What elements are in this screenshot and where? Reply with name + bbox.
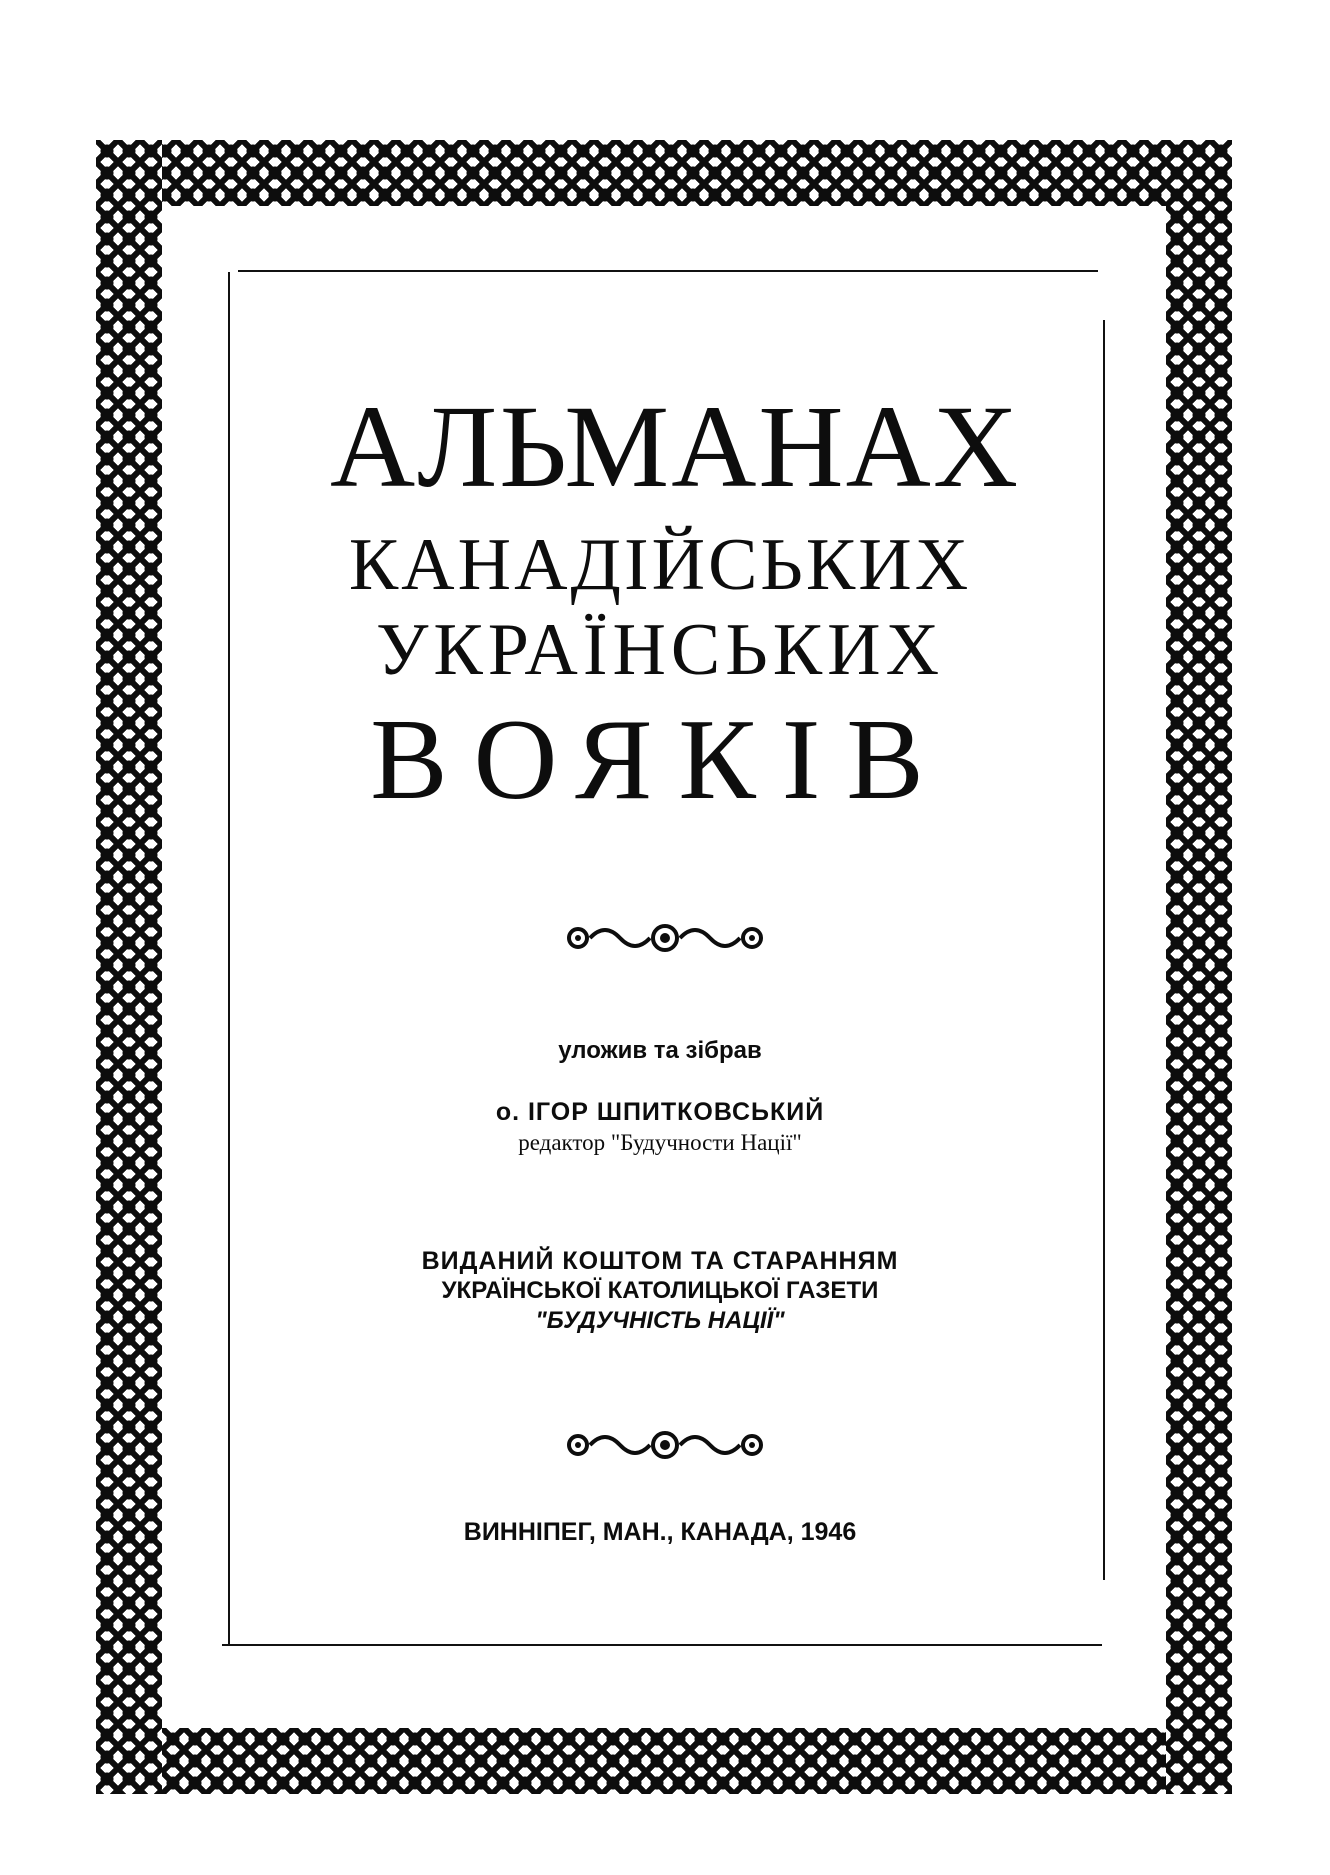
compiled-by-label: уложив та зібрав [558, 1037, 762, 1064]
floral-ornament-icon [560, 918, 770, 958]
imprint-place-year: ВИННІПЕГ, МАН., КАНАДА, 1946 [463, 1518, 857, 1546]
inner-rule-left [228, 272, 230, 1644]
publisher-line-1: ВИДАНИЙ КОШТОМ ТА СТАРАННЯМ [421, 1247, 899, 1275]
border-top-pattern [110, 140, 1232, 206]
publisher-line-2: УКРАЇНСЬКОЇ КАТОЛИЦЬКОЇ ГАЗЕТИ [441, 1277, 879, 1304]
title-line-3: УКРАЇНСЬКИХ [375, 609, 945, 691]
editor-note: редактор "Будучности Нації" [518, 1130, 802, 1155]
title-line-2: КАНАДІЙСЬКИХ [348, 524, 972, 606]
inner-rule-bottom [222, 1644, 1102, 1646]
border-right-pattern [1166, 140, 1232, 1794]
border-left-pattern [96, 140, 162, 1794]
border-bottom-pattern [96, 1728, 1232, 1794]
publisher-line-3: "БУДУЧНІСТЬ НАЦІЇ" [535, 1307, 785, 1334]
floral-ornament-icon [560, 1425, 770, 1465]
inner-rule-right [1103, 320, 1105, 1580]
author-name: о. ІГОР ШПИТКОВСЬКИЙ [495, 1098, 825, 1126]
inner-rule-top [238, 270, 1098, 272]
title-line-1: АЛЬМАНАХ [330, 381, 1021, 512]
title-line-4: ВОЯКІВ [370, 696, 950, 824]
